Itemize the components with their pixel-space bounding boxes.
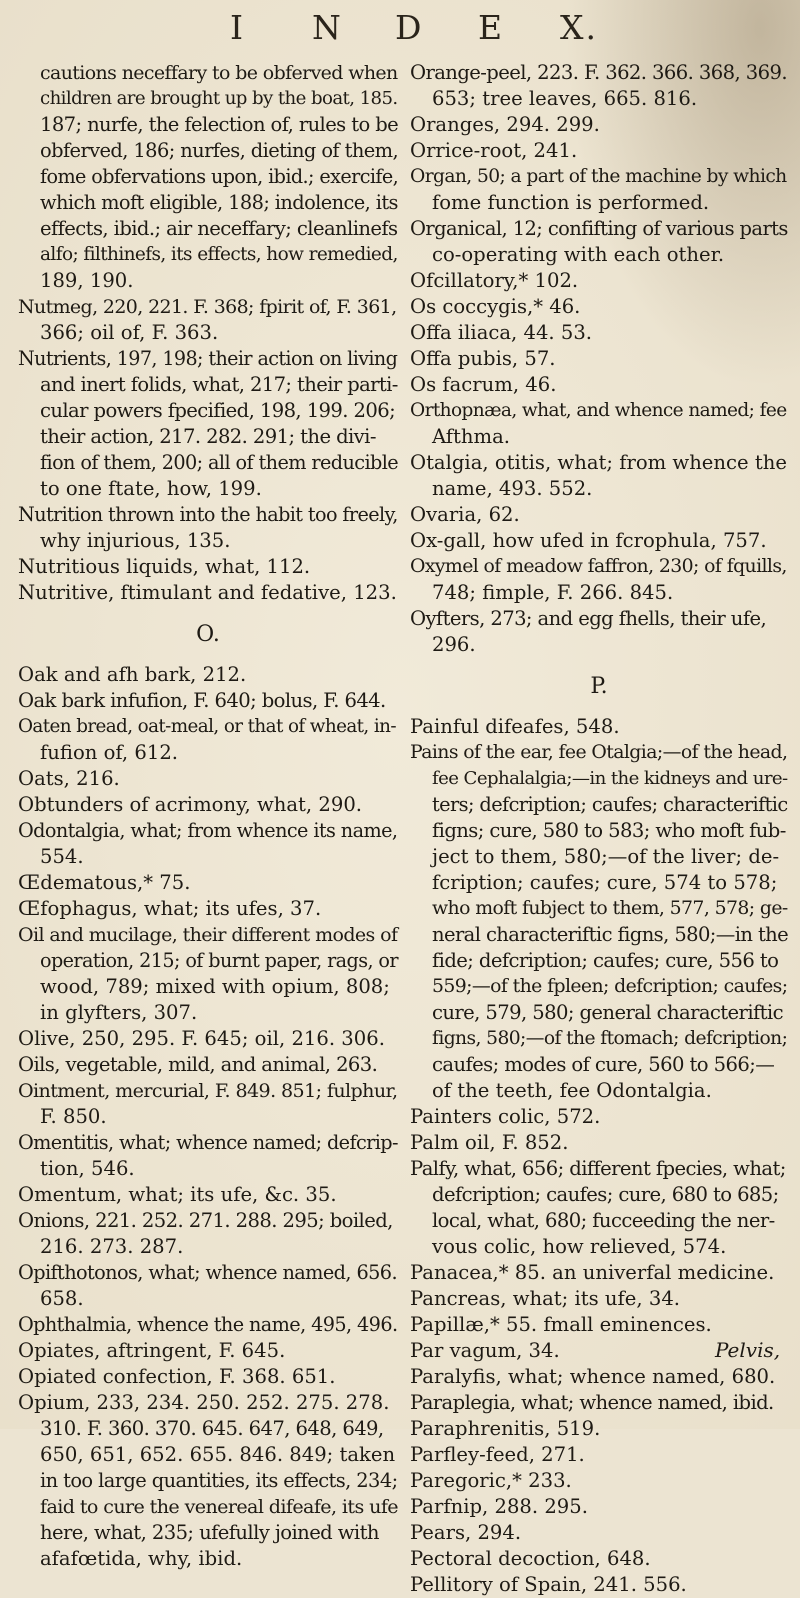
index-entry-continuation: alfo; filthinefs, its effects, how remedied, xyxy=(40,244,398,265)
catchword: Pelvis, xyxy=(715,1338,781,1362)
index-entry: Nutrition thrown into the habit too freely, xyxy=(18,503,398,526)
index-entry-continuation: 559;—of the fpleen; defcription; caufes; xyxy=(432,976,788,997)
index-entry-continuation: children are brought up by the boat, 185. xyxy=(40,88,398,109)
index-entry-continuation: 748; fimple, F. 266. 845. xyxy=(432,581,674,604)
index-entry-continuation: effects, ibid.; air neceffary; cleanlinefs xyxy=(40,217,398,240)
index-entry: Orange-peel, 223. F. 362. 366. 368, 369. xyxy=(410,61,787,84)
index-entry-continuation: fide; defcription; caufes; cure, 556 to xyxy=(432,949,779,972)
index-entry: Odontalgia, what; from whence its name, xyxy=(18,819,398,842)
index-entry: Ofcillatory,* 102. xyxy=(410,269,579,292)
running-head xyxy=(0,8,800,48)
index-column-right xyxy=(410,60,788,1598)
index-entry-continuation: tion, 546. xyxy=(40,1157,135,1180)
index-entry: Paraplegia, what; whence named, ibid. xyxy=(410,1391,774,1414)
index-entry-continuation: 366; oil of, F. 363. xyxy=(40,321,219,344)
running-head-letter: D xyxy=(395,8,424,47)
index-entry: Omentum, what; its ufe, &c. 35. xyxy=(18,1183,337,1206)
index-entry: Oyfters, 273; and egg fhells, their ufe, xyxy=(410,607,767,630)
running-head-letter: X. xyxy=(560,8,598,47)
index-entry-continuation: Afthma. xyxy=(432,425,511,448)
index-entry-continuation: why injurious, 135. xyxy=(40,529,231,552)
index-entry: Oranges, 294. 299. xyxy=(410,113,600,136)
index-entry: Œdematous,* 75. xyxy=(18,871,191,894)
index-entry-continuation: of the teeth, fee Odontalgia. xyxy=(432,1079,712,1102)
index-entry-continuation: 310. F. 360. 370. 645. 647, 648, 649, xyxy=(40,1417,384,1440)
index-entry-continuation: fome function is performed. xyxy=(432,191,710,214)
index-entry: Papillæ,* 55. fmall eminences. xyxy=(410,1313,712,1336)
index-entry-continuation: in glyfters, 307. xyxy=(40,1001,198,1024)
index-entry-continuation: figns, 580;—of the ftomach; defcription; xyxy=(432,1028,788,1049)
index-entry-continuation: caufes; modes of cure, 560 to 566;— xyxy=(432,1053,775,1076)
index-entry: Oxymel of meadow faffron, 230; of fquills, xyxy=(410,556,787,577)
index-entry: Orrice-root, 241. xyxy=(410,139,578,162)
index-entry: Paregoric,* 233. xyxy=(410,1469,572,1492)
index-entry: Organical, 12; confifting of various parts xyxy=(410,217,788,240)
index-entry: Oaten bread, oat-meal, or that of wheat, in- xyxy=(18,716,396,737)
index-entry-continuation: their action, 217. 282. 291; the divi- xyxy=(40,425,376,448)
index-entry-continuation: defcription; caufes; cure, 680 to 685; xyxy=(432,1183,779,1206)
index-entry-continuation: wood, 789; mixed with opium, 808; xyxy=(40,975,390,998)
index-entry-continuation: in too large quantities, its effects, 234; xyxy=(40,1469,398,1492)
index-entry-continuation: ters; defcription; caufes; characteriftic xyxy=(432,793,788,816)
index-entry: Paralyfis, what; whence named, 680. xyxy=(410,1365,776,1388)
section-letter: O. xyxy=(196,622,220,647)
index-entry: Offa iliaca, 44. 53. xyxy=(410,321,593,344)
index-entry-continuation: here, what, 235; ufefully joined with xyxy=(40,1521,379,1544)
index-entry-continuation: ject to them, 580;—of the liver; de- xyxy=(432,845,780,868)
index-entry: Oats, 216. xyxy=(18,767,120,790)
index-entry: Opiates, aftringent, F. 645. xyxy=(18,1339,286,1362)
index-entry: Opium, 233, 234. 250. 252. 275. 278. xyxy=(18,1391,390,1414)
index-entry: Pancreas, what; its ufe, 34. xyxy=(410,1287,681,1310)
index-entry: Ovaria, 62. xyxy=(410,503,520,526)
index-entry-continuation: 658. xyxy=(40,1287,84,1310)
index-entry: Oak bark infufion, F. 640; bolus, F. 644. xyxy=(18,689,386,712)
index-entry: Opiated confection, F. 368. 651. xyxy=(18,1365,336,1388)
index-entry: Pears, 294. xyxy=(410,1521,522,1544)
index-entry-continuation: cular powers fpecified, 198, 199. 206; xyxy=(40,399,396,422)
index-entry-continuation: fufion of, 612. xyxy=(40,741,179,764)
index-entry: Omentitis, what; whence named; defcrip- xyxy=(18,1131,398,1154)
index-entry: Paraphrenitis, 519. xyxy=(410,1417,601,1440)
index-entry: Orthopnæa, what, and whence named; fee xyxy=(410,400,787,421)
index-entry: Pellitory of Spain, 241. 556. xyxy=(410,1573,687,1596)
running-head-letter: N xyxy=(312,8,343,47)
index-entry: Nutritive, ftimulant and fedative, 123. xyxy=(18,581,397,604)
index-entry: Nutritious liquids, what, 112. xyxy=(18,555,311,578)
index-entry: Onions, 221. 252. 271. 288. 295; boiled, xyxy=(18,1209,393,1232)
index-entry: Parfley-feed, 271. xyxy=(410,1443,585,1466)
index-entry-continuation: faid to cure the venereal difeafe, its ufe xyxy=(40,1495,398,1518)
index-entry-continuation: 296. xyxy=(432,633,476,656)
index-entry-continuation: name, 493. 552. xyxy=(432,477,593,500)
index-entry-continuation: cautions neceffary to be obferved when xyxy=(40,62,398,84)
index-entry-continuation: 189, 190. xyxy=(40,269,134,292)
index-entry-continuation: and inert folids, what, 217; their parti- xyxy=(40,373,398,396)
index-entry: Os facrum, 46. xyxy=(410,373,557,396)
index-entry-continuation: co-operating with each other. xyxy=(432,243,725,266)
index-entry: Œfophagus, what; its ufes, 37. xyxy=(18,897,322,920)
index-entry: Offa pubis, 57. xyxy=(410,347,556,370)
index-entry: Pains of the ear, fee Otalgia;—of the head, xyxy=(410,742,788,763)
index-entry-continuation: obferved, 186; nurfes, dieting of them, xyxy=(40,139,399,162)
index-entry: Os coccygis,* 46. xyxy=(410,295,581,318)
index-entry-continuation: fome obfervations upon, ibid.; exercife, xyxy=(40,165,399,188)
index-entry-continuation: local, what, 680; fucceeding the ner- xyxy=(432,1209,775,1232)
index-entry: Oak and afh bark, 212. xyxy=(18,663,247,686)
index-entry-continuation: to one ftate, how, 199. xyxy=(40,477,262,500)
index-entry: Palm oil, F. 852. xyxy=(410,1131,569,1154)
index-entry: Olive, 250, 295. F. 645; oil, 216. 306. xyxy=(18,1027,385,1050)
index-entry-continuation: figns; cure, 580 to 583; who moft fub- xyxy=(432,819,786,842)
index-entry-continuation: which moft eligible, 188; indolence, its xyxy=(40,191,398,214)
index-entry: Ox-gall, how ufed in fcrophula, 757. xyxy=(410,529,767,552)
index-entry: Painful difeafes, 548. xyxy=(410,715,620,738)
index-entry: Panacea,* 85. an univerfal medicine. xyxy=(410,1261,775,1284)
index-entry-continuation: who moft fubject to them, 577, 578; ge- xyxy=(432,898,788,919)
index-entry-continuation: operation, 215; of burnt paper, rags, or xyxy=(40,949,398,972)
index-entry-continuation: 650, 651, 652. 655. 846. 849; taken xyxy=(40,1443,396,1466)
index-entry-continuation: 216. 273. 287. xyxy=(40,1235,184,1258)
index-entry-continuation: vous colic, how relieved, 574. xyxy=(432,1235,727,1258)
section-letter: P. xyxy=(590,674,608,699)
index-entry: Oil and mucilage, their different modes of xyxy=(18,924,398,946)
index-entry: Parfnip, 288. 295. xyxy=(410,1495,588,1518)
index-entry: Organ, 50; a part of the machine by which xyxy=(410,166,787,187)
index-column-left xyxy=(18,60,398,1572)
index-entry: Painters colic, 572. xyxy=(410,1105,601,1128)
index-entry-continuation: 653; tree leaves, 665. 816. xyxy=(432,87,698,110)
index-entry-continuation: F. 850. xyxy=(40,1105,107,1128)
index-entry-continuation: afafœtida, why, ibid. xyxy=(40,1547,243,1570)
index-entry: Ointment, mercurial, F. 849. 851; fulphur, xyxy=(18,1079,398,1102)
index-entry-continuation: cure, 579, 580; general characteriftic xyxy=(432,1001,783,1024)
index-entry: Par vagum, 34. xyxy=(410,1339,560,1362)
index-entry: Opifthotonos, what; whence named, 656. xyxy=(18,1261,397,1284)
index-entry: Palfy, what, 656; different fpecies, what; xyxy=(410,1157,786,1180)
index-entry-continuation: 554. xyxy=(40,845,84,868)
index-entry-continuation: fcription; caufes; cure, 574 to 578; xyxy=(432,871,778,894)
index-entry: Pectoral decoction, 648. xyxy=(410,1547,651,1570)
index-entry: Otalgia, otitis, what; from whence the xyxy=(410,451,787,474)
index-entry: Ophthalmia, whence the name, 495, 496. xyxy=(18,1313,398,1336)
index-entry-continuation: 187; nurfe, the felection of, rules to be xyxy=(40,113,399,136)
index-entry-continuation: fion of them, 200; all of them reducible xyxy=(40,451,399,474)
index-entry: Oils, vegetable, mild, and animal, 263. xyxy=(18,1053,378,1076)
running-head-letter: E xyxy=(478,8,505,47)
index-entry-continuation: neral characteriftic figns, 580;—in the xyxy=(432,923,789,946)
index-entry: Obtunders of acrimony, what, 290. xyxy=(18,793,363,816)
running-head-letter: I xyxy=(230,8,246,47)
index-entry: Nutrients, 197, 198; their action on living xyxy=(18,347,398,370)
index-entry-continuation: fee Cephalalgia;—in the kidneys and ure- xyxy=(432,768,788,789)
index-entry: Nutmeg, 220, 221. F. 368; fpirit of, F. 361, xyxy=(18,296,397,318)
